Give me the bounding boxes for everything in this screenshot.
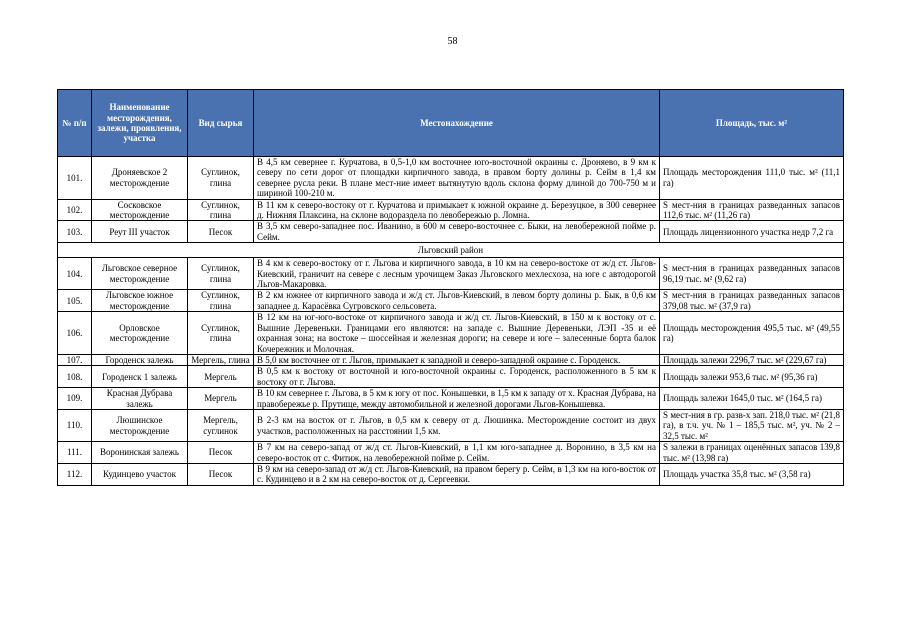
raw-material-type: Суглинок, глина [188,290,254,312]
deposit-name: Орловское месторождение [92,312,188,355]
region-row [58,243,844,258]
row-number: 110. [58,409,92,441]
raw-material-type: Суглинок, глина [188,199,254,221]
area-text: Площадь залежи 2296,7 тыс. м² (229,67 га) [660,354,844,365]
table-row [58,354,844,365]
table-row [58,258,844,290]
row-number: 102. [58,199,92,221]
raw-material-type: Песок [188,442,254,464]
raw-material-type: Мергель, суглинок [188,409,254,441]
location-text: В 3,5 км северо-западнее пос. Иванино, в 600 м северо-восточнее с. Быки, на левобережной пойме р. Сейм. [254,221,660,243]
header-row [58,90,844,157]
row-number: 105. [58,290,92,312]
deposit-name: Люшинское месторождение [92,409,188,441]
deposit-name: Городенск залежь [92,354,188,365]
raw-material-type: Суглинок, глина [188,258,254,290]
row-number: 111. [58,442,92,464]
area-text: S мест-ния в гр. разв-х зап. 218,0 тыс. м² (21,8 га), в т.ч. уч. № 1 – 185,5 тыс. м², уч. № 2 – 32,5 тыс. м² [660,409,844,441]
table-row [58,312,844,355]
area-text: S мест-ния в границах разведанных запасов 112,6 тыс. м² (11,26 га) [660,199,844,221]
deposit-name: Красная Дубрава залежь [92,388,188,410]
row-number: 103. [58,221,92,243]
row-number: 109. [58,388,92,410]
location-text: В 4 км к северо-востоку от г. Льгова и кирпичного завода, в 10 км на северо-востоке от ж/д ст. Льгов-Киевский, граничит на севере с лесным урочищем Заказ Льговского мехлесхоза, на юге с автодорогой Льгов-Макаровка. [254,258,660,290]
table-row [58,463,844,485]
raw-material-type: Песок [188,463,254,485]
col-header-name: Наименование месторождения, залежи, проявления, участка [92,90,188,157]
table-row [58,366,844,388]
deposit-name: Сосковское месторождение [92,199,188,221]
area-text: Площадь залежи 1645,0 тыс. м² (164,5 га) [660,388,844,410]
row-number: 107. [58,354,92,365]
raw-material-type: Мергель, глина [188,354,254,365]
row-number: 112. [58,463,92,485]
table-row [58,442,844,464]
location-text: В 2 км южнее от кирпичного завода и ж/д ст. Льгов-Киевский, в левом борту долины р. Бык, в 0,6 км западнее д. Карасёвка Сугровского сельсовета. [254,290,660,312]
location-text: В 0,5 км к востоку от восточной и юго-восточной окраины с. Городенск, расположенного в 5 км к востоку от г. Льгова. [254,366,660,388]
location-text: В 12 км на юг-юго-востоке от кирпичного завода и ж/д ст. Льгов-Киевский, в 150 м к востоку от с. Вышние Деревеньки. Границами его являются: на западе с. Вышние Деревеньки, ЛЭП -35 и её охранная зона; на востоке – шоссейная и железная дороги; на севере и юге – залесенные борта балок Кочережник и Молочная. [254,312,660,355]
raw-material-type: Мергель [188,366,254,388]
deposit-name: Реут III участок [92,221,188,243]
col-header-area: Площадь, тыс. м² [660,90,844,157]
deposit-name: Городенск 1 залежь [92,366,188,388]
table-row [58,221,844,243]
raw-material-type: Суглинок, глина [188,157,254,200]
table-row [58,409,844,441]
area-text: S залежи в границах оценённых запасов 139,8 тыс. м² (13,98 га) [660,442,844,464]
region-name: Льговский район [58,243,844,258]
raw-material-type: Песок [188,221,254,243]
area-text: S мест-ния в границах разведанных запасов 96,19 тыс. м² (9,62 га) [660,258,844,290]
deposit-name: Дроняевское 2 месторождение [92,157,188,200]
deposit-name: Льговское южное месторождение [92,290,188,312]
area-text: S мест-ния в границах разведанных запасов 379,08 тыс. м² (37,9 га) [660,290,844,312]
area-text: Площадь лицензионного участка недр 7,2 га [660,221,844,243]
location-text: В 9 км на северо-запад от ж/д ст. Льгов-Киевский, на правом берегу р. Сейм, в 1,3 км на юго-восток от с. Кудинцево и в 2 км на северо-восток от д. Сергеевки. [254,463,660,485]
area-text: Площадь месторождения 111,0 тыс. м² (11,1 га) [660,157,844,200]
location-text: В 11 км к северо-востоку от г. Курчатова и примыкает к южной окраине д. Березуцкое, в 300 севернее д. Нижняя Плаксина, на склоне водораздела по левобережью р. Ломна. [254,199,660,221]
deposit-name: Воронинская залежь [92,442,188,464]
deposit-name: Кудинцево участок [92,463,188,485]
location-text: В 7 км на северо-запад от ж/д ст. Льгов-Киевский, в 1,1 км юго-западнее д. Воронино, в 3,5 км на северо-восток от с. Фитиж, на левобережной пойме р. Сейм. [254,442,660,464]
location-text: В 4,5 км севернее г. Курчатова, в 0,5-1,0 км восточнее юго-восточной окраины с. Дроняево, в 9 км к северу по сети дорог от площадки кирпичного завода, в правом борту долины р. Сейм в 1,4 км севернее русла реки. В плане мест-ние имеет вытянутую вдоль склона форму длиной до 700-750 м и шириной 100-210 м. [254,157,660,200]
deposits-table [57,89,844,486]
raw-material-type: Мергель [188,388,254,410]
row-number: 104. [58,258,92,290]
col-header-location: Местонахождение [254,90,660,157]
page-number: 58 [447,36,458,47]
area-text: Площадь месторождения 495,5 тыс. м² (49,55 га) [660,312,844,355]
location-text: В 2-3 км на восток от г. Льгов, в 0,5 км к северу от д. Люшинка. Месторождение состоит из двух участков, расположенных на расстоянии 1,5 км. [254,409,660,441]
location-text: В 5,0 км восточнее от г. Льгов, примыкает к западной и северо-западной окраине с. Городенск. [254,354,660,365]
location-text: В 10 км севернее г. Льгова, в 5 км к югу от пос. Конышевки, в 1,5 км к западу от х. Красная Дубрава, на правобережье р. Прутище, между автомобильной и железной дорогами Льгов-Конышевка. [254,388,660,410]
col-header-num: № п/п [58,90,92,157]
table-row [58,290,844,312]
row-number: 108. [58,366,92,388]
col-header-type: Вид сырья [188,90,254,157]
table-row [58,157,844,200]
raw-material-type: Суглинок, глина [188,312,254,355]
area-text: Площадь залежи 953,6 тыс. м² (95,36 га) [660,366,844,388]
area-text: Площадь участка 35,8 тыс. м² (3,58 га) [660,463,844,485]
row-number: 106. [58,312,92,355]
table-row [58,388,844,410]
row-number: 101. [58,157,92,200]
deposit-name: Льговское северное месторождение [92,258,188,290]
table-row [58,199,844,221]
